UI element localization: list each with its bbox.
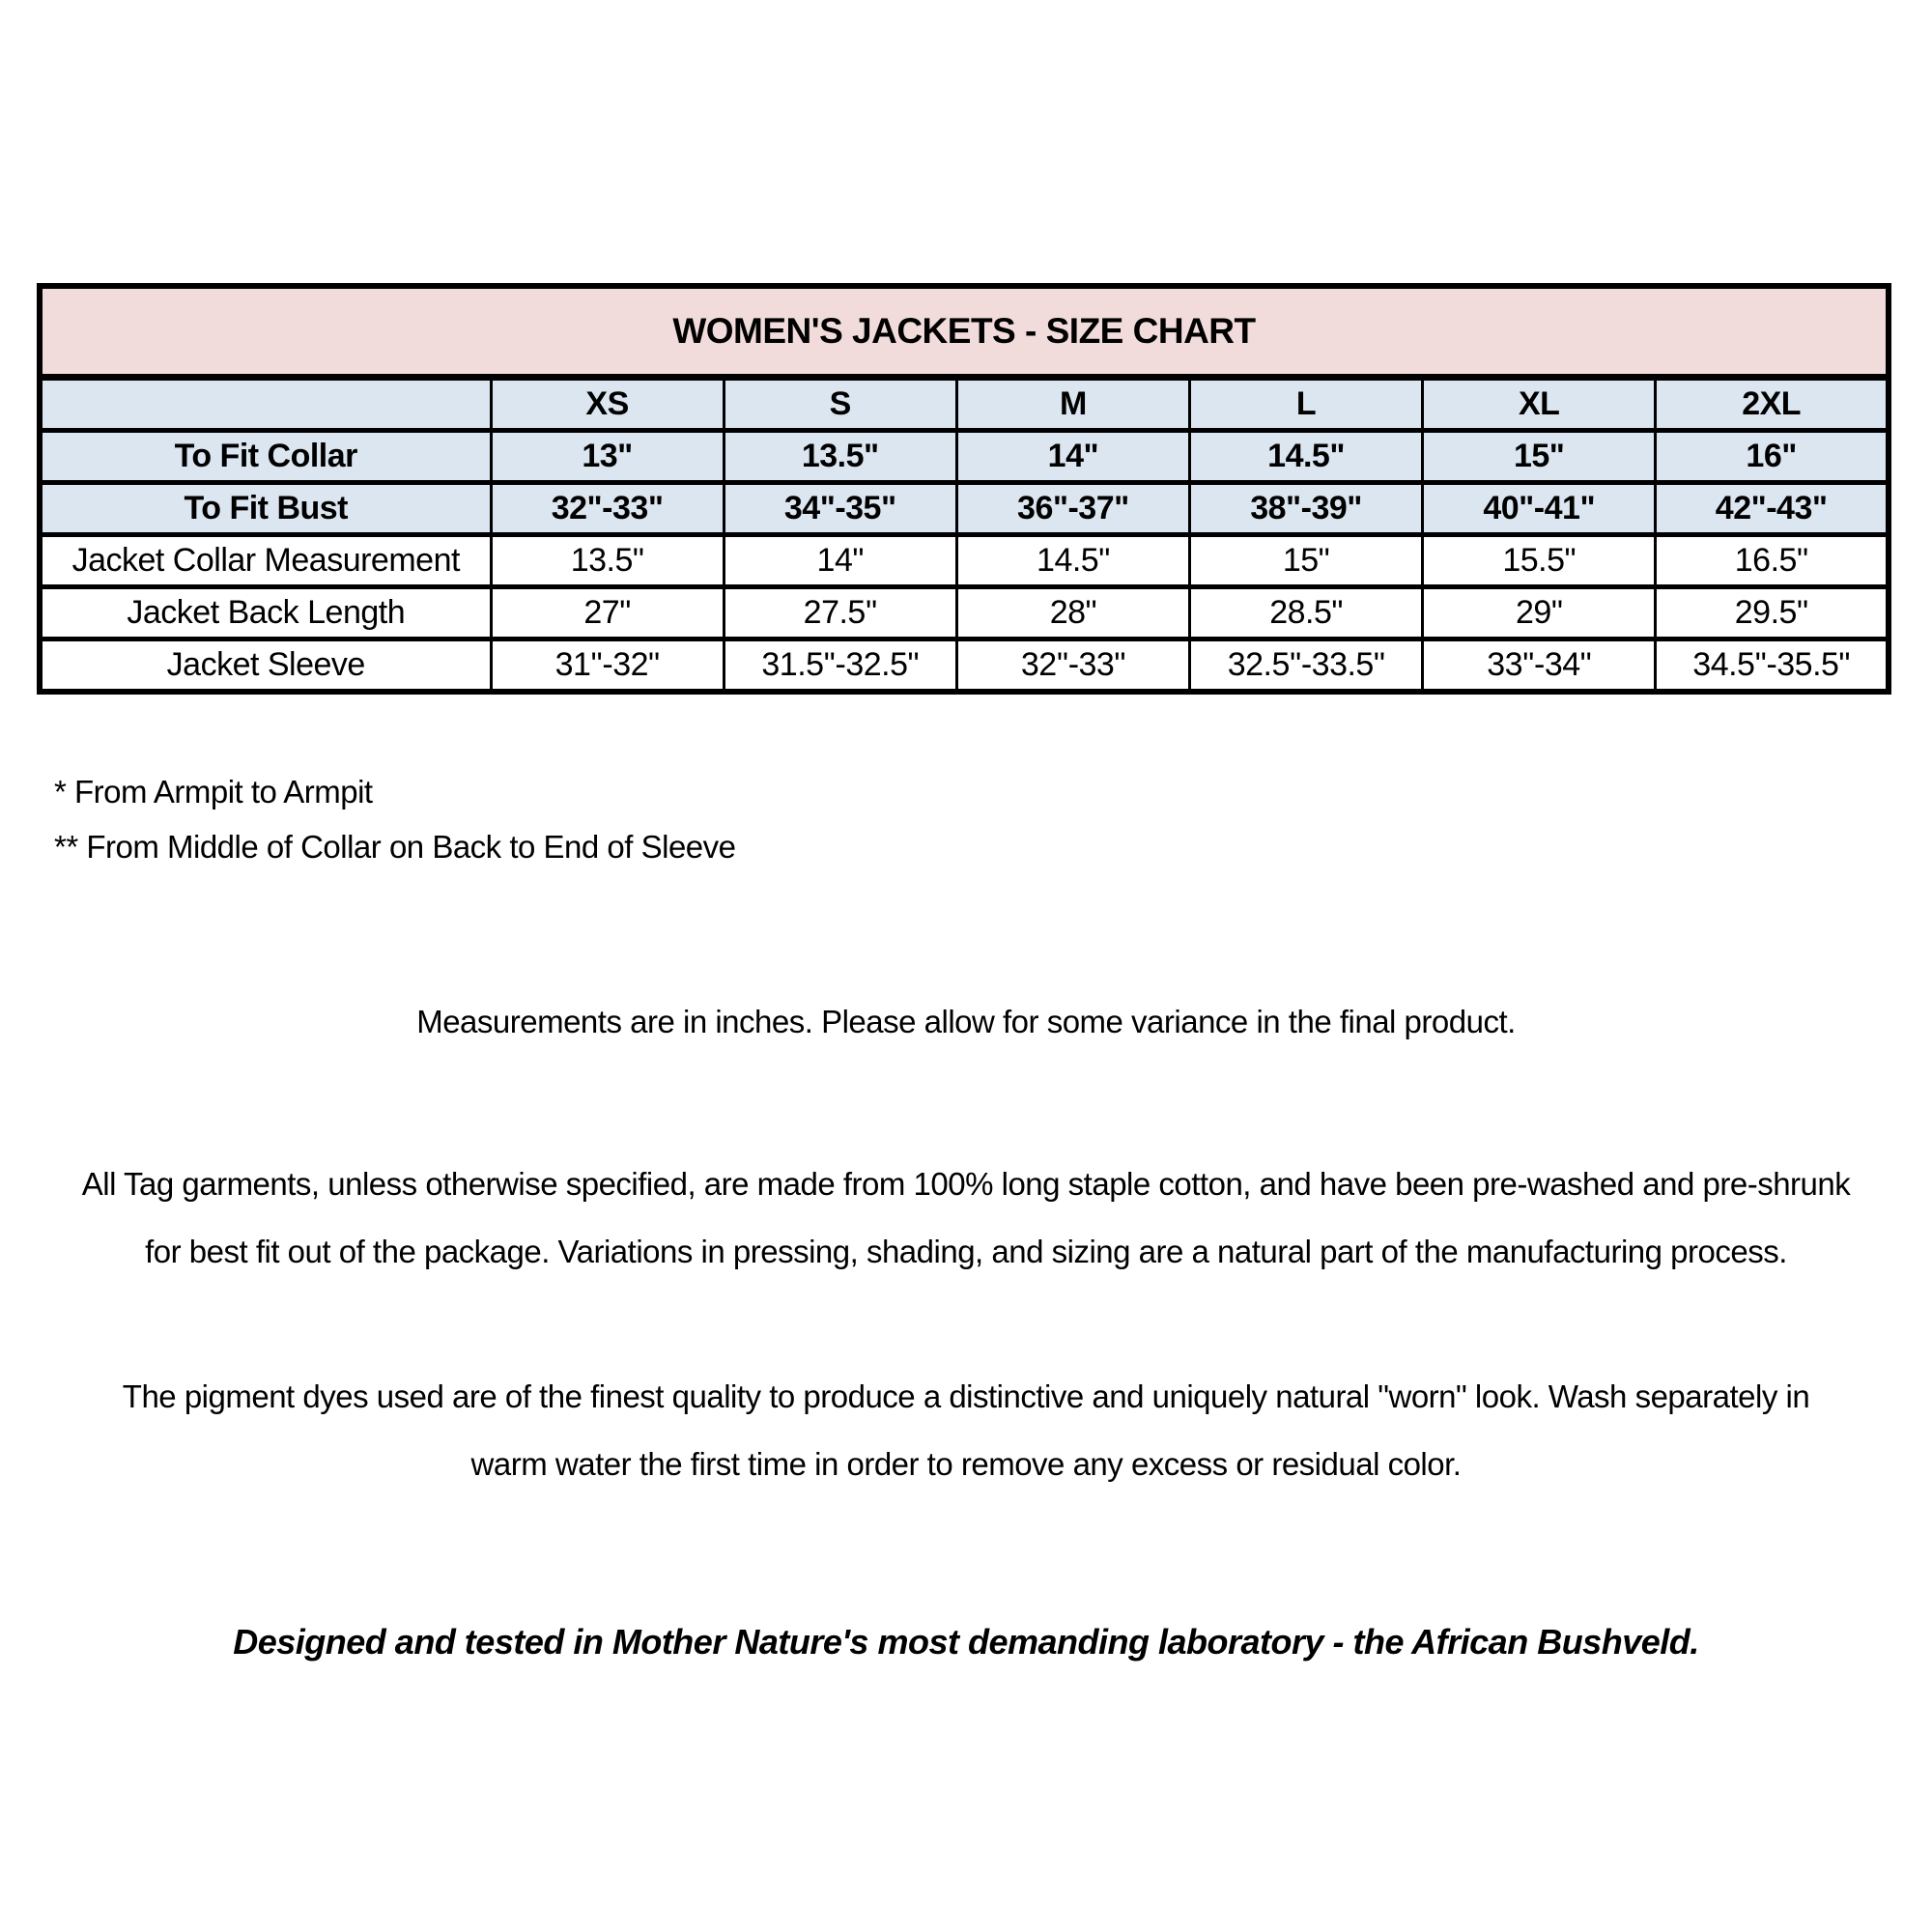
cell-value: 42"-43" [1656, 483, 1889, 535]
cell-value: 13" [491, 431, 724, 483]
table-row-jacket-back-length [40, 587, 1889, 639]
paragraph-pigment-dyes [53, 1363, 1879, 1498]
row-label: To Fit Bust [40, 483, 491, 535]
footnote-armpit: * From Armpit to Armpit [54, 774, 373, 810]
cell-value: 27.5'' [724, 587, 956, 639]
size-header-2xl: 2XL [1656, 378, 1889, 431]
cell-value: 29.5" [1656, 587, 1889, 639]
size-header-s: S [724, 378, 956, 431]
table-row-to-fit-collar [40, 431, 1889, 483]
paragraph-garments [53, 1151, 1879, 1286]
paragraph-line: Measurements are in inches. Please allow for some variance in the final product. [416, 1004, 1516, 1039]
footnote-sleeve: ** From Middle of Collar on Back to End of Sleeve [54, 829, 736, 865]
row-label: Jacket Back Length [40, 587, 491, 639]
size-header-l: L [1189, 378, 1422, 431]
cell-value: 14" [724, 535, 956, 587]
cell-value: 31.5''-32.5" [724, 639, 956, 693]
paragraph-line: for best fit out of the package. Variations in pressing, shading, and sizing are a natural part of the manufacturing process. [145, 1234, 1787, 1269]
table-row-to-fit-bust [40, 483, 1889, 535]
corner-cell [40, 378, 491, 431]
cell-value: 40"-41" [1423, 483, 1656, 535]
cell-value: 31''-32" [491, 639, 724, 693]
table-row-jacket-collar-measurement [40, 535, 1889, 587]
brand-tagline: Designed and tested in Mother Nature's most demanding laboratory - the African Bushveld. [233, 1622, 1699, 1662]
cell-value: 34"-35" [724, 483, 956, 535]
row-label: To Fit Collar [40, 431, 491, 483]
table-row-jacket-sleeve [40, 639, 1889, 693]
paragraph-measurements [53, 988, 1879, 1056]
footnotes [54, 764, 1932, 874]
cell-value: 13.5" [724, 431, 956, 483]
size-chart-table [37, 283, 1891, 695]
cell-value: 15.5" [1423, 535, 1656, 587]
cell-value: 28.5" [1189, 587, 1422, 639]
cell-value: 28" [956, 587, 1189, 639]
cell-value: 27" [491, 587, 724, 639]
cell-value: 15" [1423, 431, 1656, 483]
row-label: Jacket Collar Measurement [40, 535, 491, 587]
paragraph-line: All Tag garments, unless otherwise specified, are made from 100% long staple cotton, and have been pre-washed and pre-shrunk [81, 1166, 1851, 1202]
cell-value: 32''-33" [956, 639, 1189, 693]
cell-value: 38"-39" [1189, 483, 1422, 535]
cell-value: 14.5" [1189, 431, 1422, 483]
cell-value: 16.5" [1656, 535, 1889, 587]
cell-value: 14.5" [956, 535, 1189, 587]
paragraph-line: The pigment dyes used are of the finest quality to produce a distinctive and uniquely natural "worn" look. Wash separately in [122, 1378, 1810, 1414]
size-header-row [40, 378, 1889, 431]
paragraph-line: warm water the first time in order to remove any excess or residual color. [470, 1446, 1462, 1482]
table-title: WOMEN'S JACKETS - SIZE CHART [40, 286, 1889, 378]
size-header-m: M [956, 378, 1189, 431]
cell-value: 32"-33" [491, 483, 724, 535]
row-label: Jacket Sleeve [40, 639, 491, 693]
size-header-xs: XS [491, 378, 724, 431]
cell-value: 32.5''-33.5" [1189, 639, 1422, 693]
cell-value: 36"-37" [956, 483, 1189, 535]
cell-value: 33''-34" [1423, 639, 1656, 693]
cell-value: 13.5" [491, 535, 724, 587]
cell-value: 34.5''-35.5" [1656, 639, 1889, 693]
cell-value: 16" [1656, 431, 1889, 483]
cell-value: 14" [956, 431, 1189, 483]
cell-value: 29" [1423, 587, 1656, 639]
table-title-row [40, 286, 1889, 378]
size-header-xl: XL [1423, 378, 1656, 431]
cell-value: 15" [1189, 535, 1422, 587]
